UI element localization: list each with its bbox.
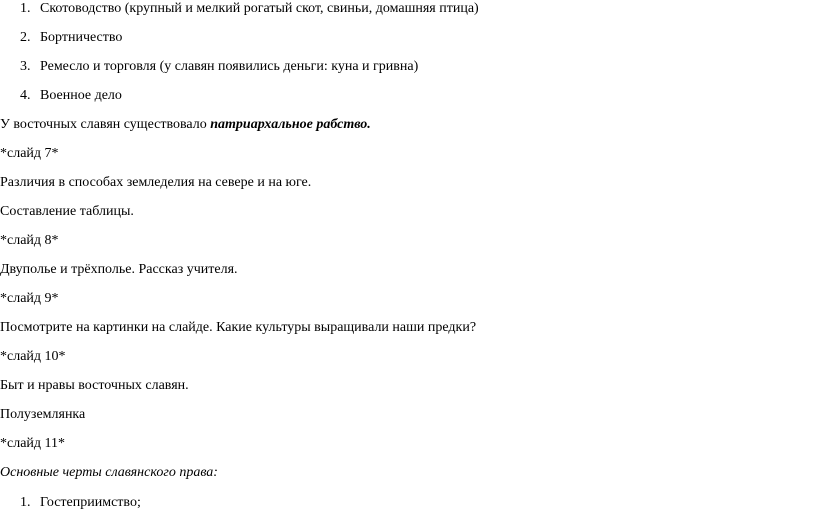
- list-item: Бортничество: [40, 30, 123, 45]
- list-number: 2.: [20, 30, 31, 45]
- list-number: 4.: [20, 88, 31, 103]
- farming-differences-text: Различия в способах земледелия на севере и на юге.: [0, 175, 312, 190]
- list-item: Военное дело: [40, 88, 122, 103]
- pictures-question-text: Посмотрите на картинки на слайде. Какие культуры выращивали наши предки?: [0, 320, 477, 335]
- slide-marker: *слайд 8*: [0, 233, 59, 248]
- list-number: 1.: [20, 1, 31, 16]
- slide-marker: *слайд 11*: [0, 436, 66, 451]
- slide-marker: *слайд 9*: [0, 291, 59, 306]
- semi-dugout-text: Полуземлянка: [0, 407, 86, 422]
- list-item: Скотоводство (крупный и мелкий рогатый скот, свиньи, домашняя птица): [40, 1, 479, 16]
- slavery-prefix: У восточных славян существовало: [0, 117, 211, 132]
- list-number: 3.: [20, 59, 31, 74]
- list-number: 1.: [20, 495, 31, 510]
- list-item: Гостеприимство;: [40, 495, 141, 510]
- slavery-emphasis: патриархальное рабство.: [210, 117, 371, 132]
- slavery-paragraph: [0, 116, 371, 134]
- slide-marker: *слайд 10*: [0, 349, 66, 364]
- field-systems-text: Двуполье и трёхполье. Рассказ учителя.: [0, 262, 238, 277]
- list-item: Ремесло и торговля (у славян появились деньги: куна и гривна): [40, 59, 419, 74]
- main-features-heading: Основные черты славянского права:: [0, 465, 218, 480]
- slide-marker: *слайд 7*: [0, 146, 59, 161]
- life-customs-text: Быт и нравы восточных славян.: [0, 378, 189, 393]
- table-making-text: Составление таблицы.: [0, 204, 134, 219]
